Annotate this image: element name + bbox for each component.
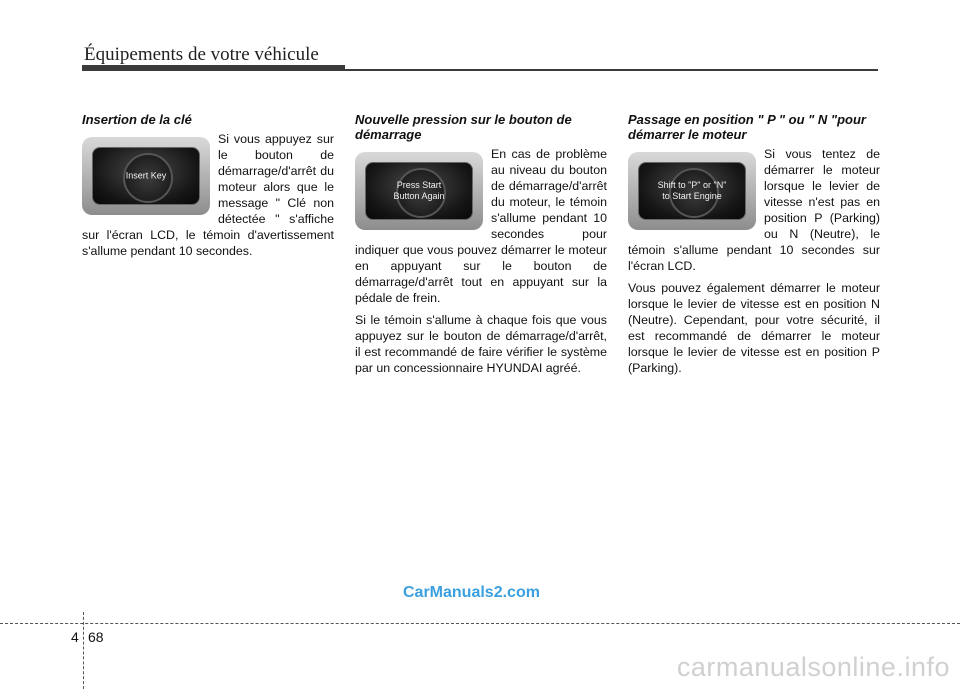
body-text: Si vous appuyez sur le bouton de démarrage/d'arrêt du moteur alors que le message " Clé non détectée " s'affiche sur l'écran LCD, le témoin d'avertissement s'allume pendant 10 secondes. <box>82 132 334 258</box>
lcd-message: Insert Key <box>125 170 167 181</box>
lcd-message: Press Start Button Again <box>393 180 445 201</box>
section-heading: Insertion de la clé <box>82 112 192 127</box>
lcd-figure-shift <box>628 152 756 230</box>
section-insert-key <box>82 112 334 265</box>
header-rule <box>345 69 878 71</box>
watermark-footer: carmanualsonline.info <box>676 652 950 682</box>
lcd-message: Shift to "P" or "N" to Start Engine <box>657 180 727 201</box>
chapter-number: 4 <box>71 629 79 645</box>
header-bar <box>82 65 345 71</box>
page-title: Équipements de votre véhicule <box>84 44 319 65</box>
section-shift-p-n <box>628 112 880 382</box>
body-text: En cas de problème au niveau du bouton de démarrage/d'arrêt du moteur, le témoin s'allume pendant 10 secondes pour indiquer que vous pouvez démarrer le moteur en appuyant sur le bouton de démarrage/d'arrêt tout en appuyant sur la pédale de frein. <box>355 147 607 305</box>
lcd-figure-press-start <box>355 152 483 230</box>
lcd-screen <box>365 162 473 220</box>
body-text: Si le témoin s'allume à chaque fois que vous appuyez sur le bouton de démarrage/d'arrêt, il est recommandé de faire vérifier le système par un concessionnaire HYUNDAI agréé. <box>355 313 607 375</box>
watermark-link[interactable]: CarManuals2.com <box>403 584 540 601</box>
footer-rule <box>0 623 960 624</box>
lcd-screen <box>92 147 200 205</box>
section-heading: Nouvelle pression sur le bouton de démarrage <box>355 112 572 142</box>
footer-divider <box>83 612 84 689</box>
body-text: Vous pouvez également démarrer le moteur lorsque le levier de vitesse est en position N (Neutre). Cependant, pour votre sécurité, il est recommandé de démarrer le moteur lorsque le levier de vitesse est en position P (Parking). <box>628 281 880 375</box>
section-press-start-again <box>355 112 607 382</box>
lcd-figure-insert-key <box>82 137 210 215</box>
body-text: Si vous tentez de démarrer le moteur lorsque le levier de vitesse n'est pas en position P (Parking) ou N (Neutre), le témoin s'allume pendant 10 secondes sur l'écran LCD. <box>628 147 880 273</box>
page-number: 68 <box>88 629 104 645</box>
section-heading: Passage en position " P " ou " N "pour démarrer le moteur <box>628 112 866 142</box>
lcd-screen <box>638 162 746 220</box>
